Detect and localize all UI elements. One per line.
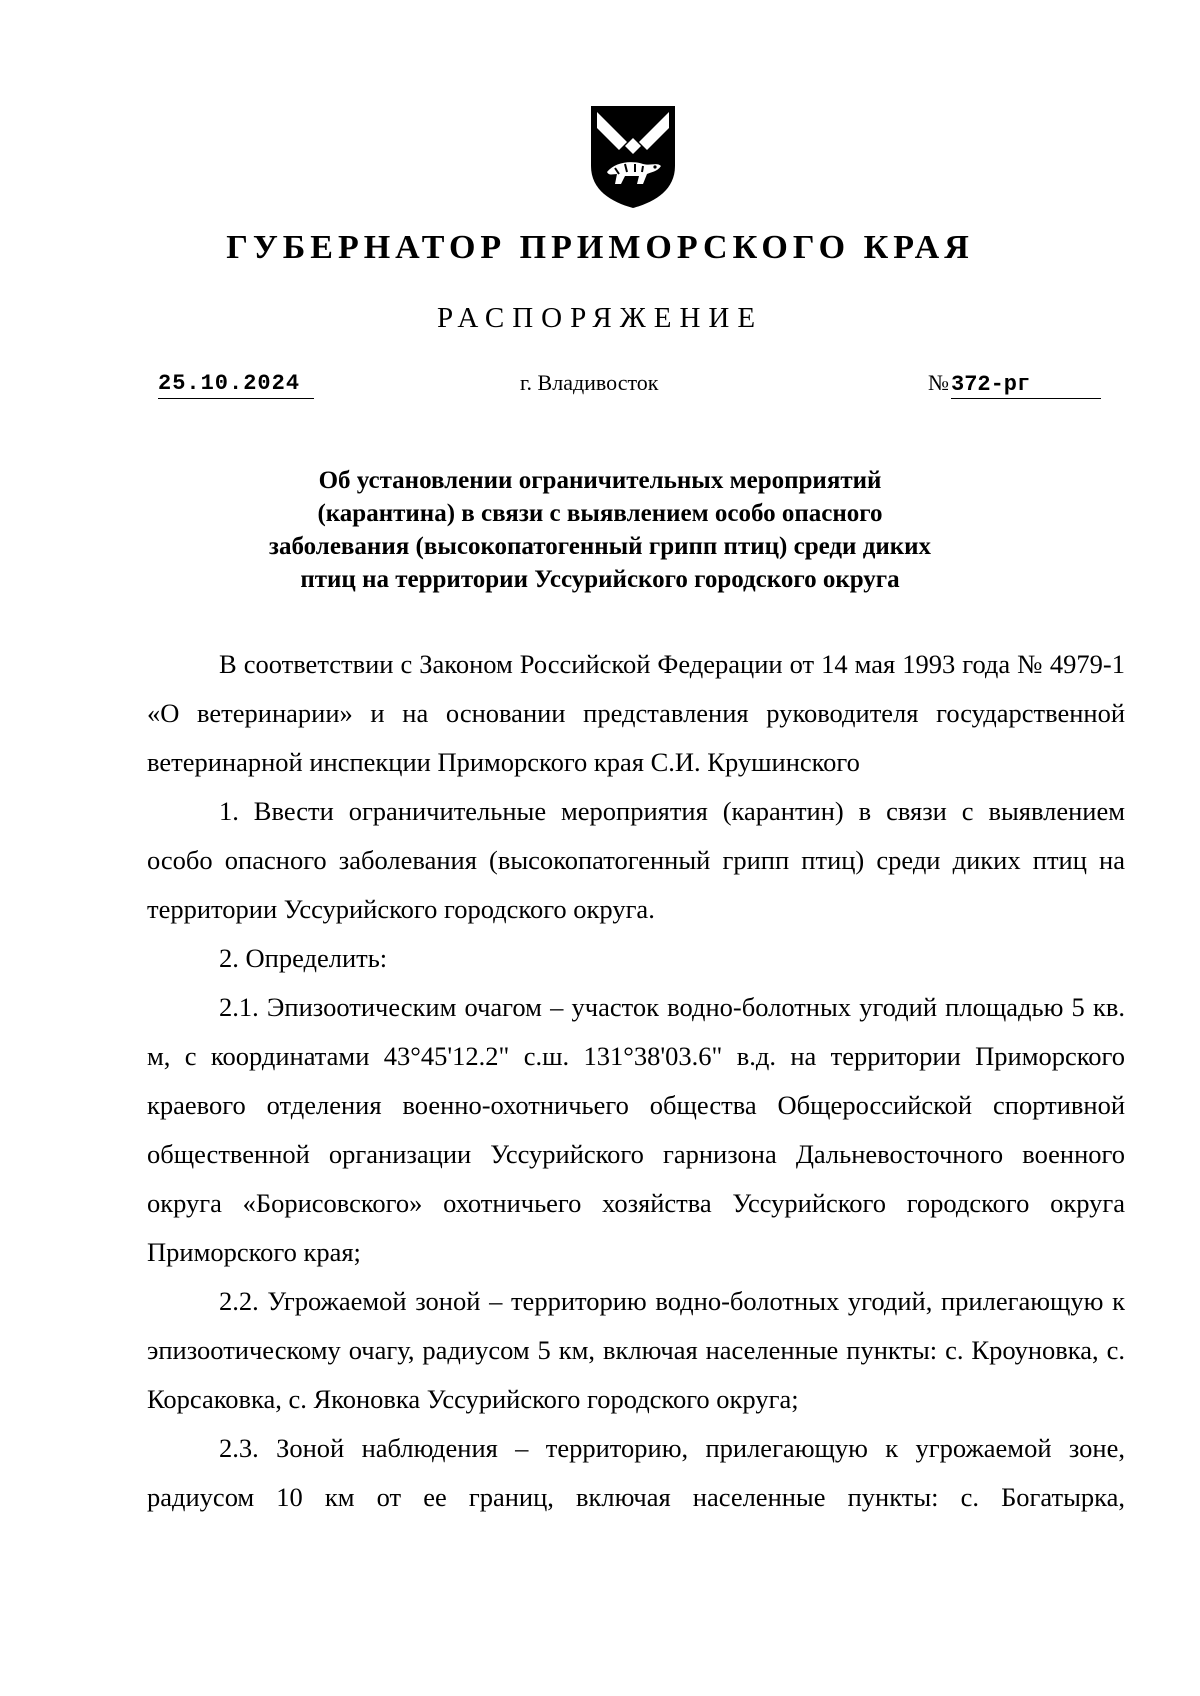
preamble-paragraph: В соответствии с Законом Российской Федерации от 14 мая 1993 года № 4979-1 «О ветеринарии» и на основании представления руководителя государственной ветеринарной инспекции Приморского края С.И. Крушинского <box>147 649 1125 777</box>
clause-2-paragraph: 2. Определить: <box>219 943 388 973</box>
title-line: птиц на территории Уссурийского городского округа <box>300 566 900 593</box>
issuing-authority: ГУБЕРНАТОР ПРИМОРСКОГО КРАЯ <box>226 229 974 266</box>
document-city: г. Владивосток <box>520 370 659 395</box>
clause-1-paragraph: 1. Ввести ограничительные мероприятия (карантин) в связи с выявлением особо опасного заболевания (высокопатогенный грипп птиц) среди диких птиц на территории Уссурийского городского округа. <box>147 796 1125 924</box>
clause-2-1-paragraph: 2.1. Эпизоотическим очагом – участок водно-болотных угодий площадью 5 кв. м, с координатами 43°45'12.2" с.ш. 131°38'03.6" в.д. на территории Приморского краевого отделения военно-охотничьего общества Общероссийской спортивной общественной организации Уссурийского гарнизона Дальневосточного военного округа «Борисовского» охотничьего хозяйства Уссурийского городского округа Приморского края; <box>147 992 1125 1267</box>
title-line: заболевания (высокопатогенный грипп птиц) среди диких <box>268 533 932 560</box>
document-type: РАСПОРЯЖЕНИЕ <box>436 302 764 334</box>
title-line: Об установлении ограничительных мероприятий <box>318 467 882 494</box>
document-title <box>200 464 1000 596</box>
title-line: (карантина) в связи с выявлением особо опасного <box>317 500 883 527</box>
document-body <box>147 640 1125 1522</box>
document-number: 372-рг <box>951 372 1101 399</box>
clause-2-3-paragraph: 2.3. Зоной наблюдения – территорию, прилегающую к угрожаемой зоне, радиусом 10 км от ее границ, включая населенные пункты: с. Богатырка, <box>147 1433 1125 1512</box>
document-date: 25.10.2024 <box>158 370 314 399</box>
document-number-field <box>928 369 1108 399</box>
number-prefix: № <box>928 370 949 395</box>
coat-of-arms-emblem <box>585 102 681 210</box>
clause-2-2-paragraph: 2.2. Угрожаемой зоной – территорию водно-болотных угодий, прилегающую к эпизоотическому очагу, радиусом 5 км, включая населенные пункты: с. Кроуновка, с. Корсаковка, с. Яконовка Уссурийского городского округа; <box>147 1286 1125 1414</box>
